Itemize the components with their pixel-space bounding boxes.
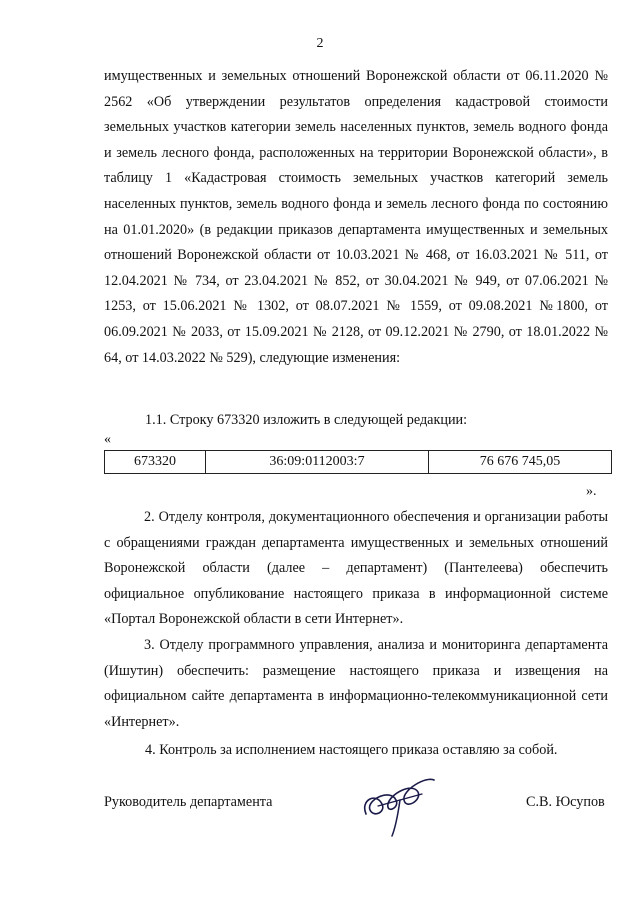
handwritten-signature — [356, 770, 440, 840]
quote-close: ». — [586, 484, 597, 499]
table-cell-row-number: 673320 — [105, 451, 206, 474]
table-cell-cadastral-value: 76 676 745,05 — [429, 451, 612, 474]
page-number: 2 — [316, 36, 324, 51]
table-row — [105, 451, 612, 474]
paragraph-4: 4. Контроль за исполнением настоящего приказа оставляю за собой. — [145, 742, 558, 758]
paragraph-2: 2. Отделу контроля, документационного обеспечения и организации работы с обращениями граждан департамента имущественных и земельных отношений Воронежской области (далее – департамент) (Пантелеева) обеспечить официальное опубликование настоящего приказа в информационной системе «Портал Воронежской области в сети Интернет». — [104, 509, 608, 628]
quote-open: « — [104, 432, 111, 447]
signature-name: С.В. Юсупов — [526, 794, 605, 810]
paragraph-1-1: 1.1. Строку 673320 изложить в следующей редакции: — [145, 412, 468, 428]
table-cell-cadastral-number: 36:09:0112003:7 — [206, 451, 429, 474]
cadastral-table — [104, 450, 612, 474]
paragraph-1: имущественных и земельных отношений Воронежской области от 06.11.2020 № 2562 «Об утверждении результатов определения кадастровой стоимости земельных участков категории земель населенных пунктов, земель водного фонда и земель лесного фонда, расположенных на территории Воронежской области», в таблицу 1 «Кадастровая стоимость земельных участков категорий земель населенных пунктов, земель водного фонда и земель лесного фонда по состоянию на 01.01.2020» (в редакции приказов департамента имущественных и земельных отношений Воронежской области от 10.03.2021 № 468, от 16.03.2021 № 511, от 12.04.2021 № 734, от 23.04.2021 № 852, от 30.04.2021 № 949, от 07.06.2021 № 1253, от 15.06.2021 № 1302, от 08.07.2021 № 1559, от 09.08.2021 №1800, от 06.09.2021 № 2033, от 15.09.2021 № 2128, от 09.12.2021 № 2790, от 18.01.2022 № 64, от 14.03.2022 № 529), следующие изменения: — [104, 68, 608, 366]
signature-role: Руководитель департамента — [104, 794, 273, 810]
paragraph-3: 3. Отделу программного управления, анализа и мониторинга департамента (Ишутин) обеспечить: размещение настоящего приказа и извещения на официальном сайте департамента в информационно-телекоммуникационной сети «Интернет». — [104, 637, 608, 730]
